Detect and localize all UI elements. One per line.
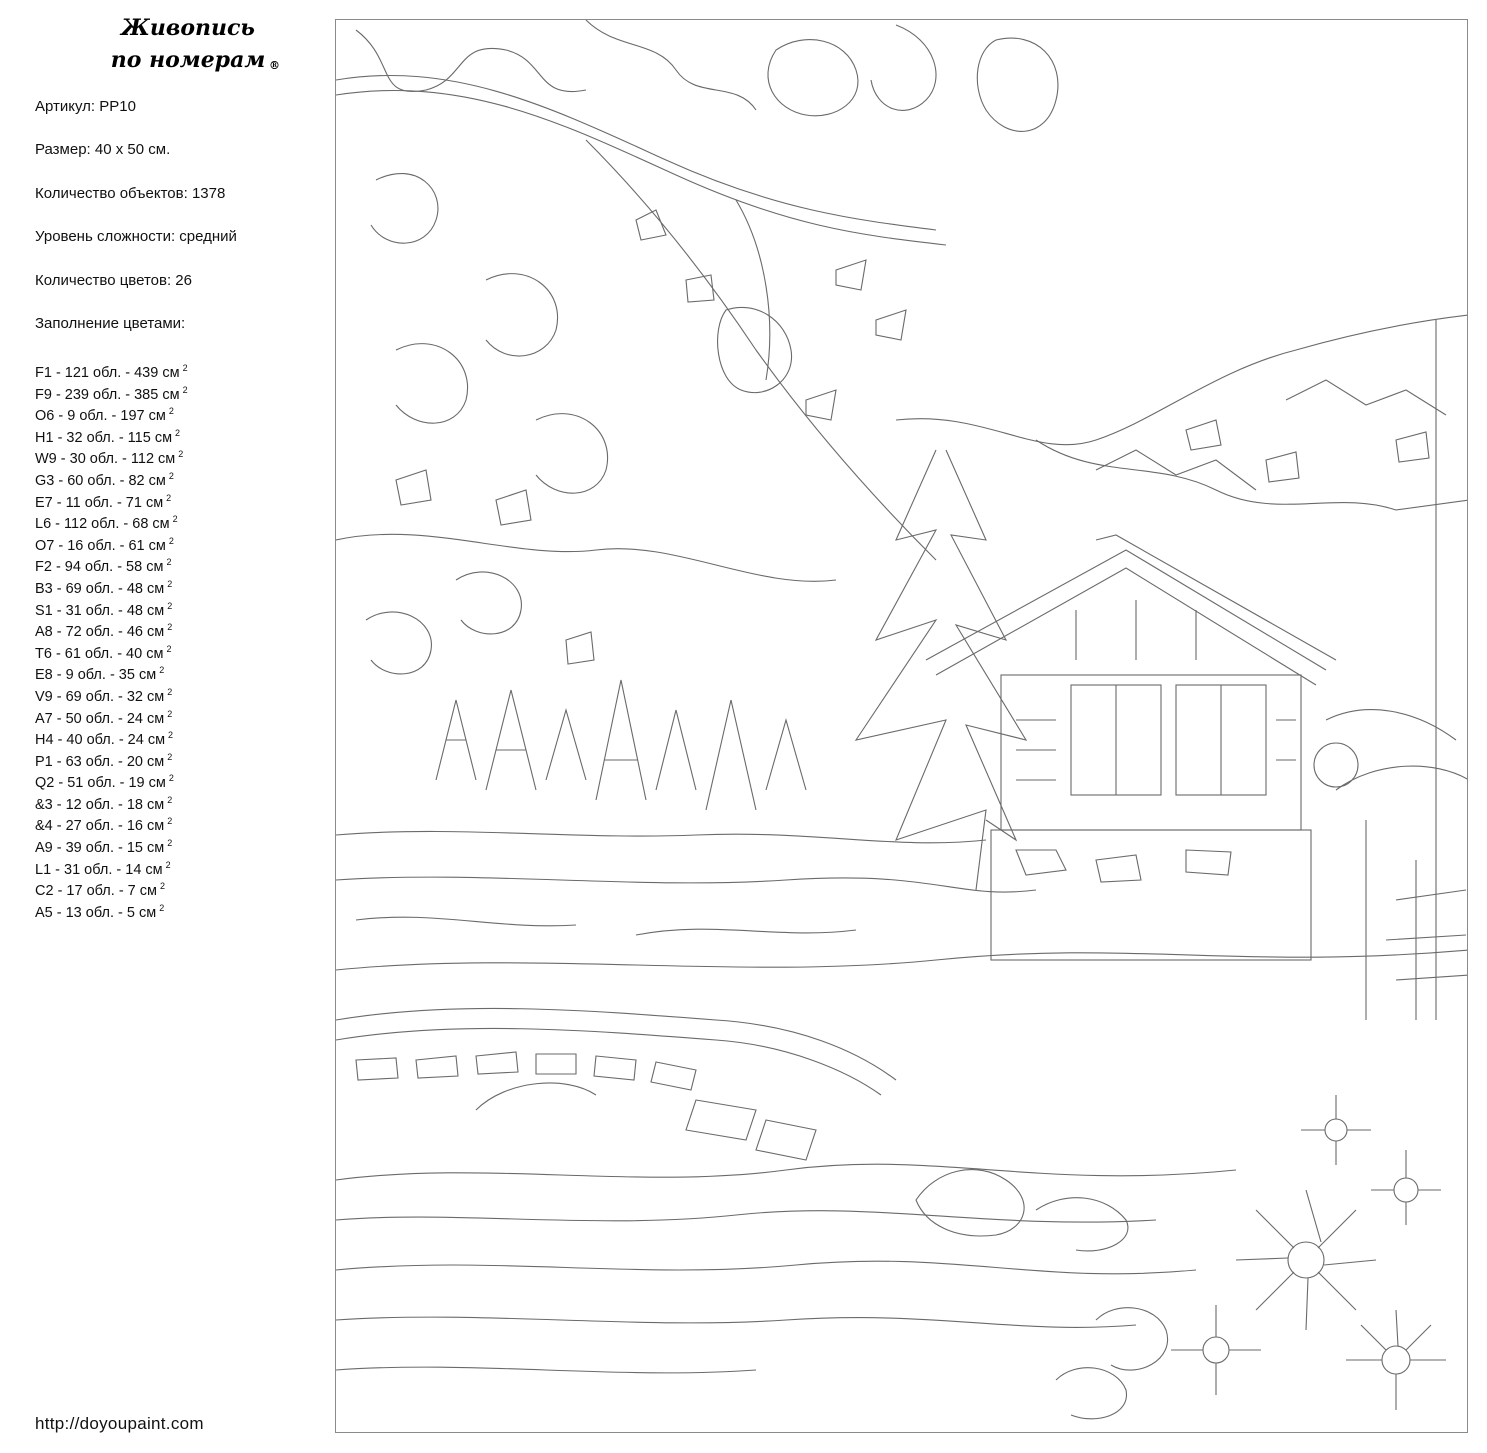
color-fill-text: &4 - 27 обл. - 16 см bbox=[35, 818, 165, 835]
color-fill-text: A8 - 72 обл. - 46 см bbox=[35, 624, 165, 641]
color-fill-row bbox=[35, 617, 325, 639]
color-fill-text: O7 - 16 обл. - 61 см bbox=[35, 537, 166, 554]
fill-heading: Заполнение цветами: bbox=[35, 314, 186, 332]
color-fill-text: S1 - 31 обл. - 48 см bbox=[35, 602, 165, 619]
brand-line-2: по номерам bbox=[110, 47, 266, 73]
color-fill-row bbox=[35, 704, 325, 726]
color-fill-row bbox=[35, 444, 325, 466]
area-unit-exponent: 2 bbox=[167, 578, 173, 589]
area-unit-exponent: 2 bbox=[168, 535, 174, 546]
color-fill-text: L6 - 112 обл. - 68 см bbox=[35, 516, 170, 533]
color-fill-text: Q2 - 51 обл. - 19 см bbox=[35, 775, 166, 792]
color-fill-text: E7 - 11 обл. - 71 см bbox=[35, 494, 164, 511]
area-unit-exponent: 2 bbox=[182, 363, 188, 373]
area-unit-exponent: 2 bbox=[182, 384, 188, 395]
color-fill-row bbox=[35, 898, 325, 920]
area-unit-exponent: 2 bbox=[167, 686, 173, 697]
line-art-illustration bbox=[336, 20, 1468, 1433]
flower-cluster bbox=[1056, 1095, 1446, 1419]
area-unit-exponent: 2 bbox=[168, 730, 174, 741]
color-fill-row bbox=[35, 747, 325, 769]
color-fill-text: T6 - 61 обл. - 40 см bbox=[35, 645, 164, 662]
color-fill-row bbox=[35, 682, 325, 704]
area-unit-exponent: 2 bbox=[168, 470, 174, 481]
color-fill-row bbox=[35, 423, 325, 445]
color-fill-text: W9 - 30 обл. - 112 см bbox=[35, 451, 176, 468]
color-fill-row bbox=[35, 531, 325, 553]
coloring-canvas bbox=[335, 19, 1468, 1433]
area-unit-exponent: 2 bbox=[159, 665, 165, 676]
color-fill-text: H4 - 40 обл. - 24 см bbox=[35, 732, 166, 749]
color-fill-text: F1 - 121 обл. - 439 см bbox=[35, 365, 180, 381]
area-unit-exponent: 2 bbox=[167, 751, 173, 762]
color-fill-text: O6 - 9 обл. - 197 см bbox=[35, 408, 166, 425]
color-fill-text: V9 - 69 обл. - 32 см bbox=[35, 688, 165, 705]
color-fill-row bbox=[35, 488, 325, 510]
color-fill-row bbox=[35, 855, 325, 877]
color-fill-row bbox=[35, 358, 325, 380]
color-fill-row bbox=[35, 660, 325, 682]
area-unit-exponent: 2 bbox=[167, 816, 173, 827]
brand-line-1: Живопись bbox=[121, 15, 255, 41]
area-unit-exponent: 2 bbox=[175, 427, 181, 438]
color-fill-text: E8 - 9 обл. - 35 см bbox=[35, 667, 157, 684]
color-fill-text: B3 - 69 обл. - 48 см bbox=[35, 580, 165, 597]
color-fill-text: L1 - 31 обл. - 14 см bbox=[35, 861, 163, 878]
website-link[interactable]: http://doyoupaint.com bbox=[35, 1414, 204, 1433]
brand-logo bbox=[88, 12, 288, 76]
color-fill-row bbox=[35, 466, 325, 488]
area-unit-exponent: 2 bbox=[178, 449, 184, 460]
article-text: Артикул: PP10 bbox=[35, 98, 136, 115]
color-fill-row bbox=[35, 596, 325, 618]
color-fill-row bbox=[35, 574, 325, 596]
color-fill-list bbox=[35, 358, 325, 919]
color-fill-row bbox=[35, 380, 325, 402]
color-fill-text: F9 - 239 обл. - 385 см bbox=[35, 386, 180, 403]
area-unit-exponent: 2 bbox=[172, 514, 178, 525]
color-fill-row bbox=[35, 790, 325, 812]
area-unit-exponent: 2 bbox=[166, 492, 172, 503]
color-fill-row bbox=[35, 833, 325, 855]
color-fill-row bbox=[35, 552, 325, 574]
color-fill-text: A7 - 50 обл. - 24 см bbox=[35, 710, 165, 727]
product-info bbox=[35, 96, 325, 356]
color-fill-text: &3 - 12 обл. - 18 см bbox=[35, 796, 165, 813]
area-unit-exponent: 2 bbox=[159, 902, 165, 913]
area-unit-exponent: 2 bbox=[167, 794, 173, 805]
color-fill-text: P1 - 63 обл. - 20 см bbox=[35, 753, 165, 770]
area-unit-exponent: 2 bbox=[167, 622, 173, 633]
color-fill-text: F2 - 94 обл. - 58 см bbox=[35, 559, 164, 576]
area-unit-exponent: 2 bbox=[166, 643, 172, 654]
color-fill-text: A5 - 13 обл. - 5 см bbox=[35, 904, 157, 921]
colors-count-text: Количество цветов: 26 bbox=[35, 271, 192, 289]
color-fill-row bbox=[35, 768, 325, 790]
area-unit-exponent: 2 bbox=[168, 773, 174, 784]
color-fill-row bbox=[35, 725, 325, 747]
area-unit-exponent: 2 bbox=[165, 859, 171, 870]
area-unit-exponent: 2 bbox=[168, 406, 174, 417]
size-text: Размер: 40 х 50 см. bbox=[35, 141, 171, 159]
info-sidebar bbox=[0, 0, 330, 1453]
area-unit-exponent: 2 bbox=[167, 708, 173, 719]
area-unit-exponent: 2 bbox=[167, 838, 173, 849]
objects-count-text: Количество объектов: 1378 bbox=[35, 184, 226, 202]
area-unit-exponent: 2 bbox=[159, 881, 165, 892]
color-fill-row bbox=[35, 401, 325, 423]
color-fill-row bbox=[35, 509, 325, 531]
registered-mark: ® bbox=[269, 59, 280, 72]
color-fill-row bbox=[35, 811, 325, 833]
area-unit-exponent: 2 bbox=[166, 557, 172, 568]
color-fill-text: H1 - 32 обл. - 115 см bbox=[35, 429, 173, 446]
area-unit-exponent: 2 bbox=[167, 600, 173, 611]
color-fill-text: C2 - 17 обл. - 7 см bbox=[35, 883, 157, 900]
difficulty-text: Уровень сложности: средний bbox=[35, 228, 237, 246]
color-fill-row bbox=[35, 639, 325, 661]
color-fill-text: G3 - 60 обл. - 82 см bbox=[35, 472, 166, 489]
color-fill-row bbox=[35, 876, 325, 898]
color-fill-text: A9 - 39 обл. - 15 см bbox=[35, 840, 165, 857]
